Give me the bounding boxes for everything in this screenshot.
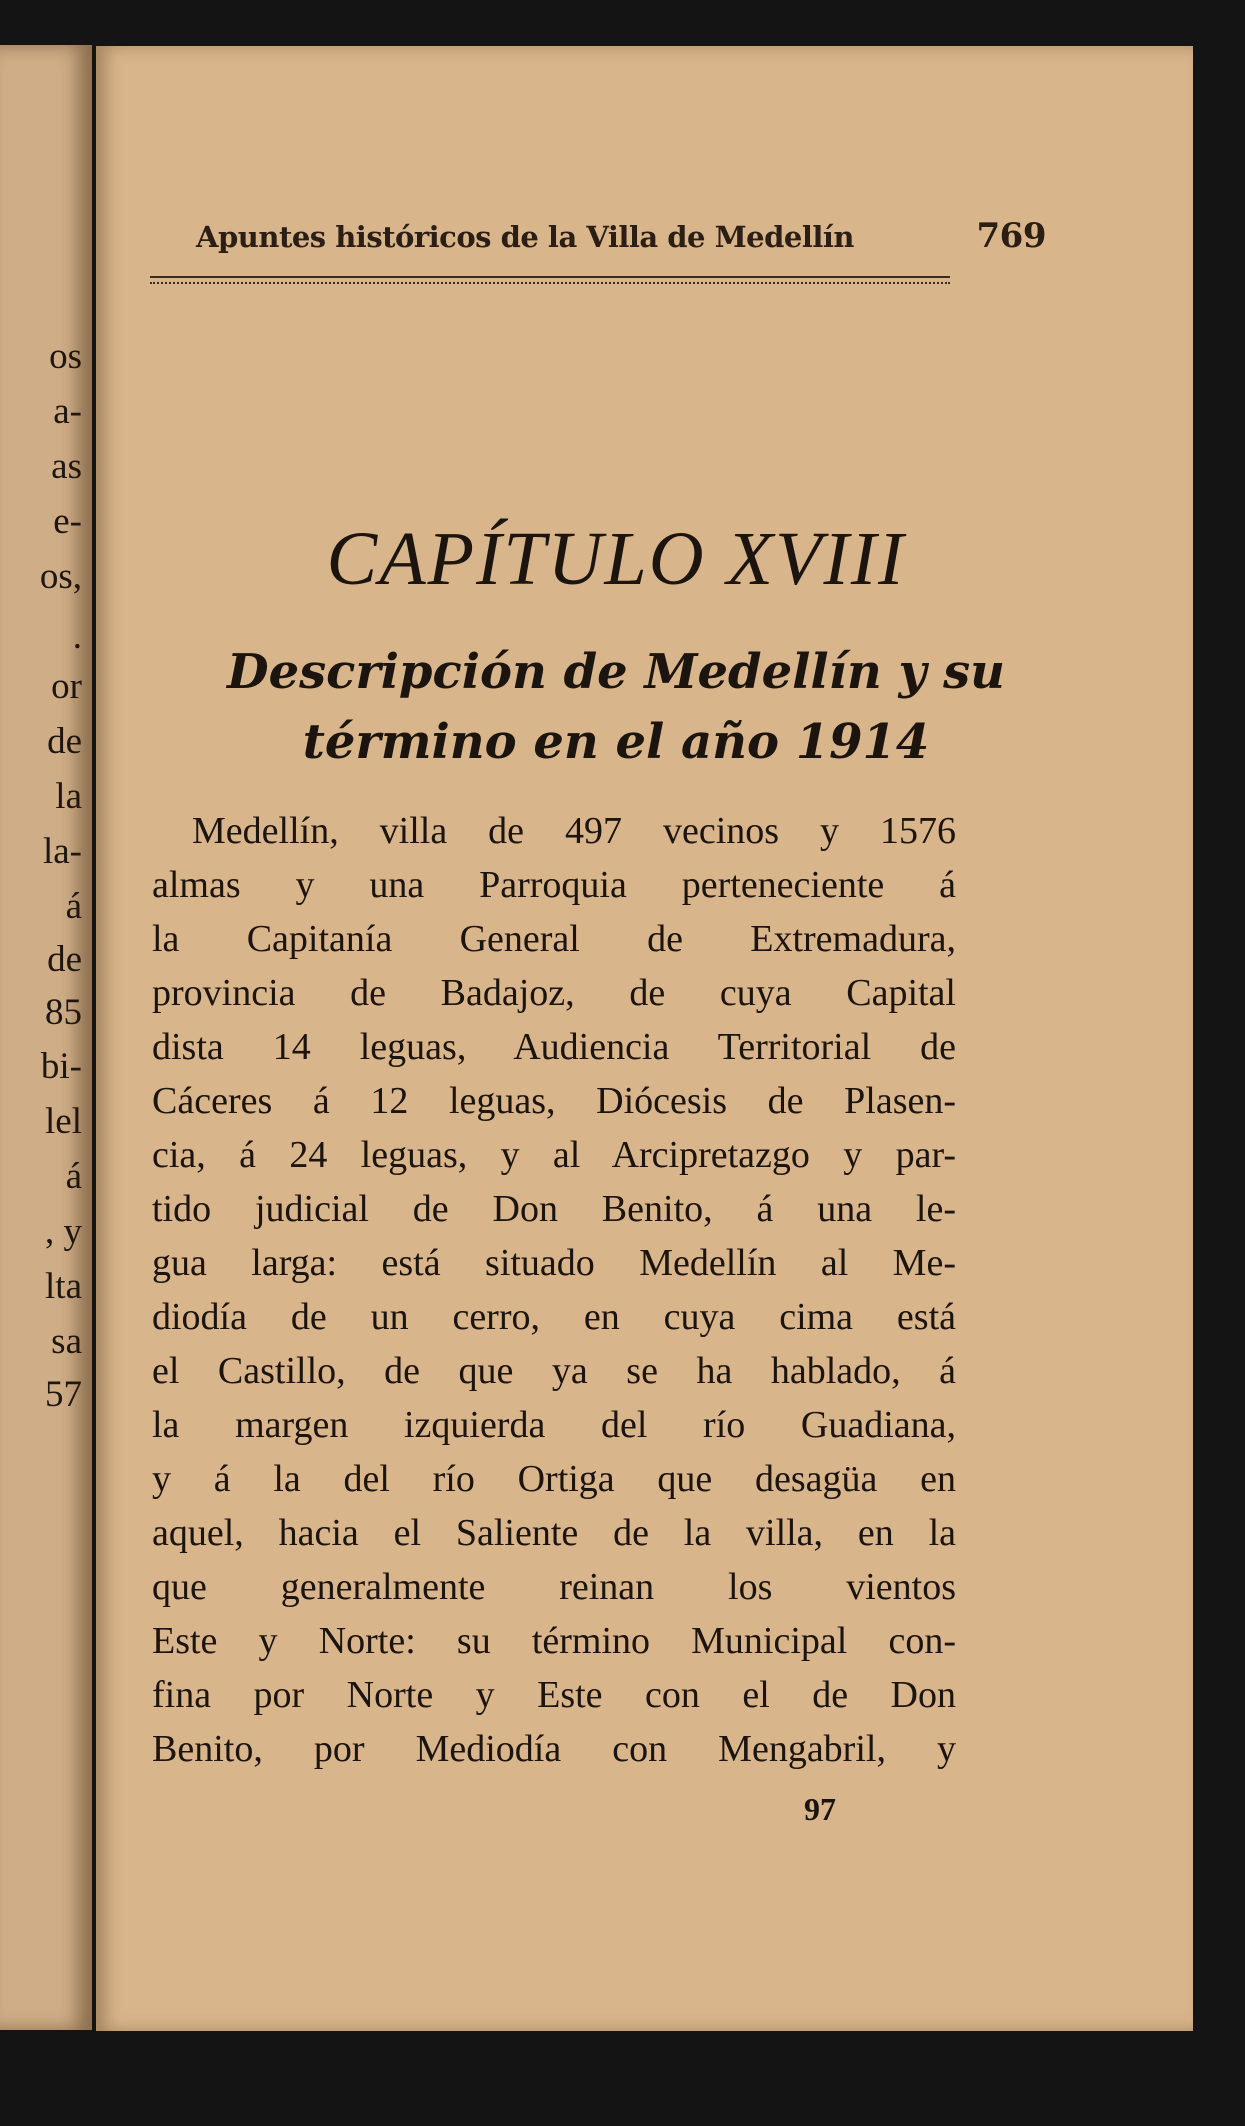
body-line: y á la del río Ortiga que desagüa en (152, 1458, 956, 1500)
left-fragment-text: bi- (40, 1046, 82, 1087)
body-line: cia, á 24 leguas, y al Arcipretazgo y par- (152, 1134, 956, 1176)
left-fragment-text: os, (39, 556, 82, 597)
left-fragment-text: á (65, 886, 82, 927)
left-fragment-text: a- (53, 391, 82, 432)
book-page (96, 46, 1193, 2031)
left-fragment-text: lta (45, 1266, 82, 1307)
left-fragment-text: sa (51, 1321, 82, 1362)
running-header (196, 216, 1046, 256)
left-fragment-text: á (65, 1156, 82, 1197)
chapter-subtitle-line1: Descripción de Medellín y su (226, 644, 1005, 700)
body-line: almas y una Parroquia perteneciente á (152, 864, 956, 906)
running-title: Apuntes históricos de la Villa de Medellín (196, 220, 854, 254)
chapter-subtitle-line2: término en el año 1914 (302, 714, 930, 770)
body-line: tido judicial de Don Benito, á una le- (152, 1188, 956, 1230)
left-page-fragment (0, 45, 92, 2030)
left-fragment-text: 85 (45, 992, 82, 1033)
body-line: provincia de Badajoz, de cuya Capital (152, 972, 956, 1014)
left-fragment-text: de (47, 939, 82, 980)
left-fragment-text: . (72, 616, 82, 657)
body-line: Este y Norte: su término Municipal con- (152, 1620, 956, 1662)
left-fragment-text: e- (53, 501, 82, 542)
header-rule (150, 276, 950, 284)
body-line: Benito, por Mediodía con Mengabril, y (152, 1728, 956, 1770)
printer-signature-mark: 97 (804, 1791, 836, 1827)
left-fragment-text: os (49, 336, 82, 377)
body-line: la margen izquierda del río Guadiana, (152, 1404, 956, 1446)
left-fragment-text: la (55, 776, 82, 817)
body-paragraph (152, 804, 956, 1776)
body-line: Medellín, villa de 497 vecinos y 1576 (192, 810, 956, 852)
left-fragment-text: or (51, 666, 82, 707)
chapter-title: CAPÍTULO XVIII (326, 517, 906, 601)
body-line: fina por Norte y Este con el de Don (152, 1674, 956, 1716)
page-number: 769 (976, 216, 1046, 256)
left-fragment-text: as (51, 446, 82, 487)
body-line: el Castillo, de que ya se ha hablado, á (152, 1350, 956, 1392)
body-line: dista 14 leguas, Audiencia Territorial de (152, 1026, 956, 1068)
body-line: aquel, hacia el Saliente de la villa, en la (152, 1512, 956, 1554)
left-fragment-text: 57 (45, 1374, 82, 1415)
left-fragment-text: la- (42, 831, 82, 872)
body-line: que generalmente reinan los vientos (152, 1566, 956, 1608)
body-line: gua larga: está situado Medellín al Me- (152, 1242, 956, 1284)
body-line: diodía de un cerro, en cuya cima está (152, 1296, 956, 1338)
body-line: Cáceres á 12 leguas, Diócesis de Plasen- (152, 1080, 956, 1122)
left-fragment-text: de (47, 721, 82, 762)
left-fragment-text: , y (45, 1211, 82, 1252)
left-fragment-text: lel (45, 1101, 82, 1142)
body-line: la Capitanía General de Extremadura, (152, 918, 956, 960)
